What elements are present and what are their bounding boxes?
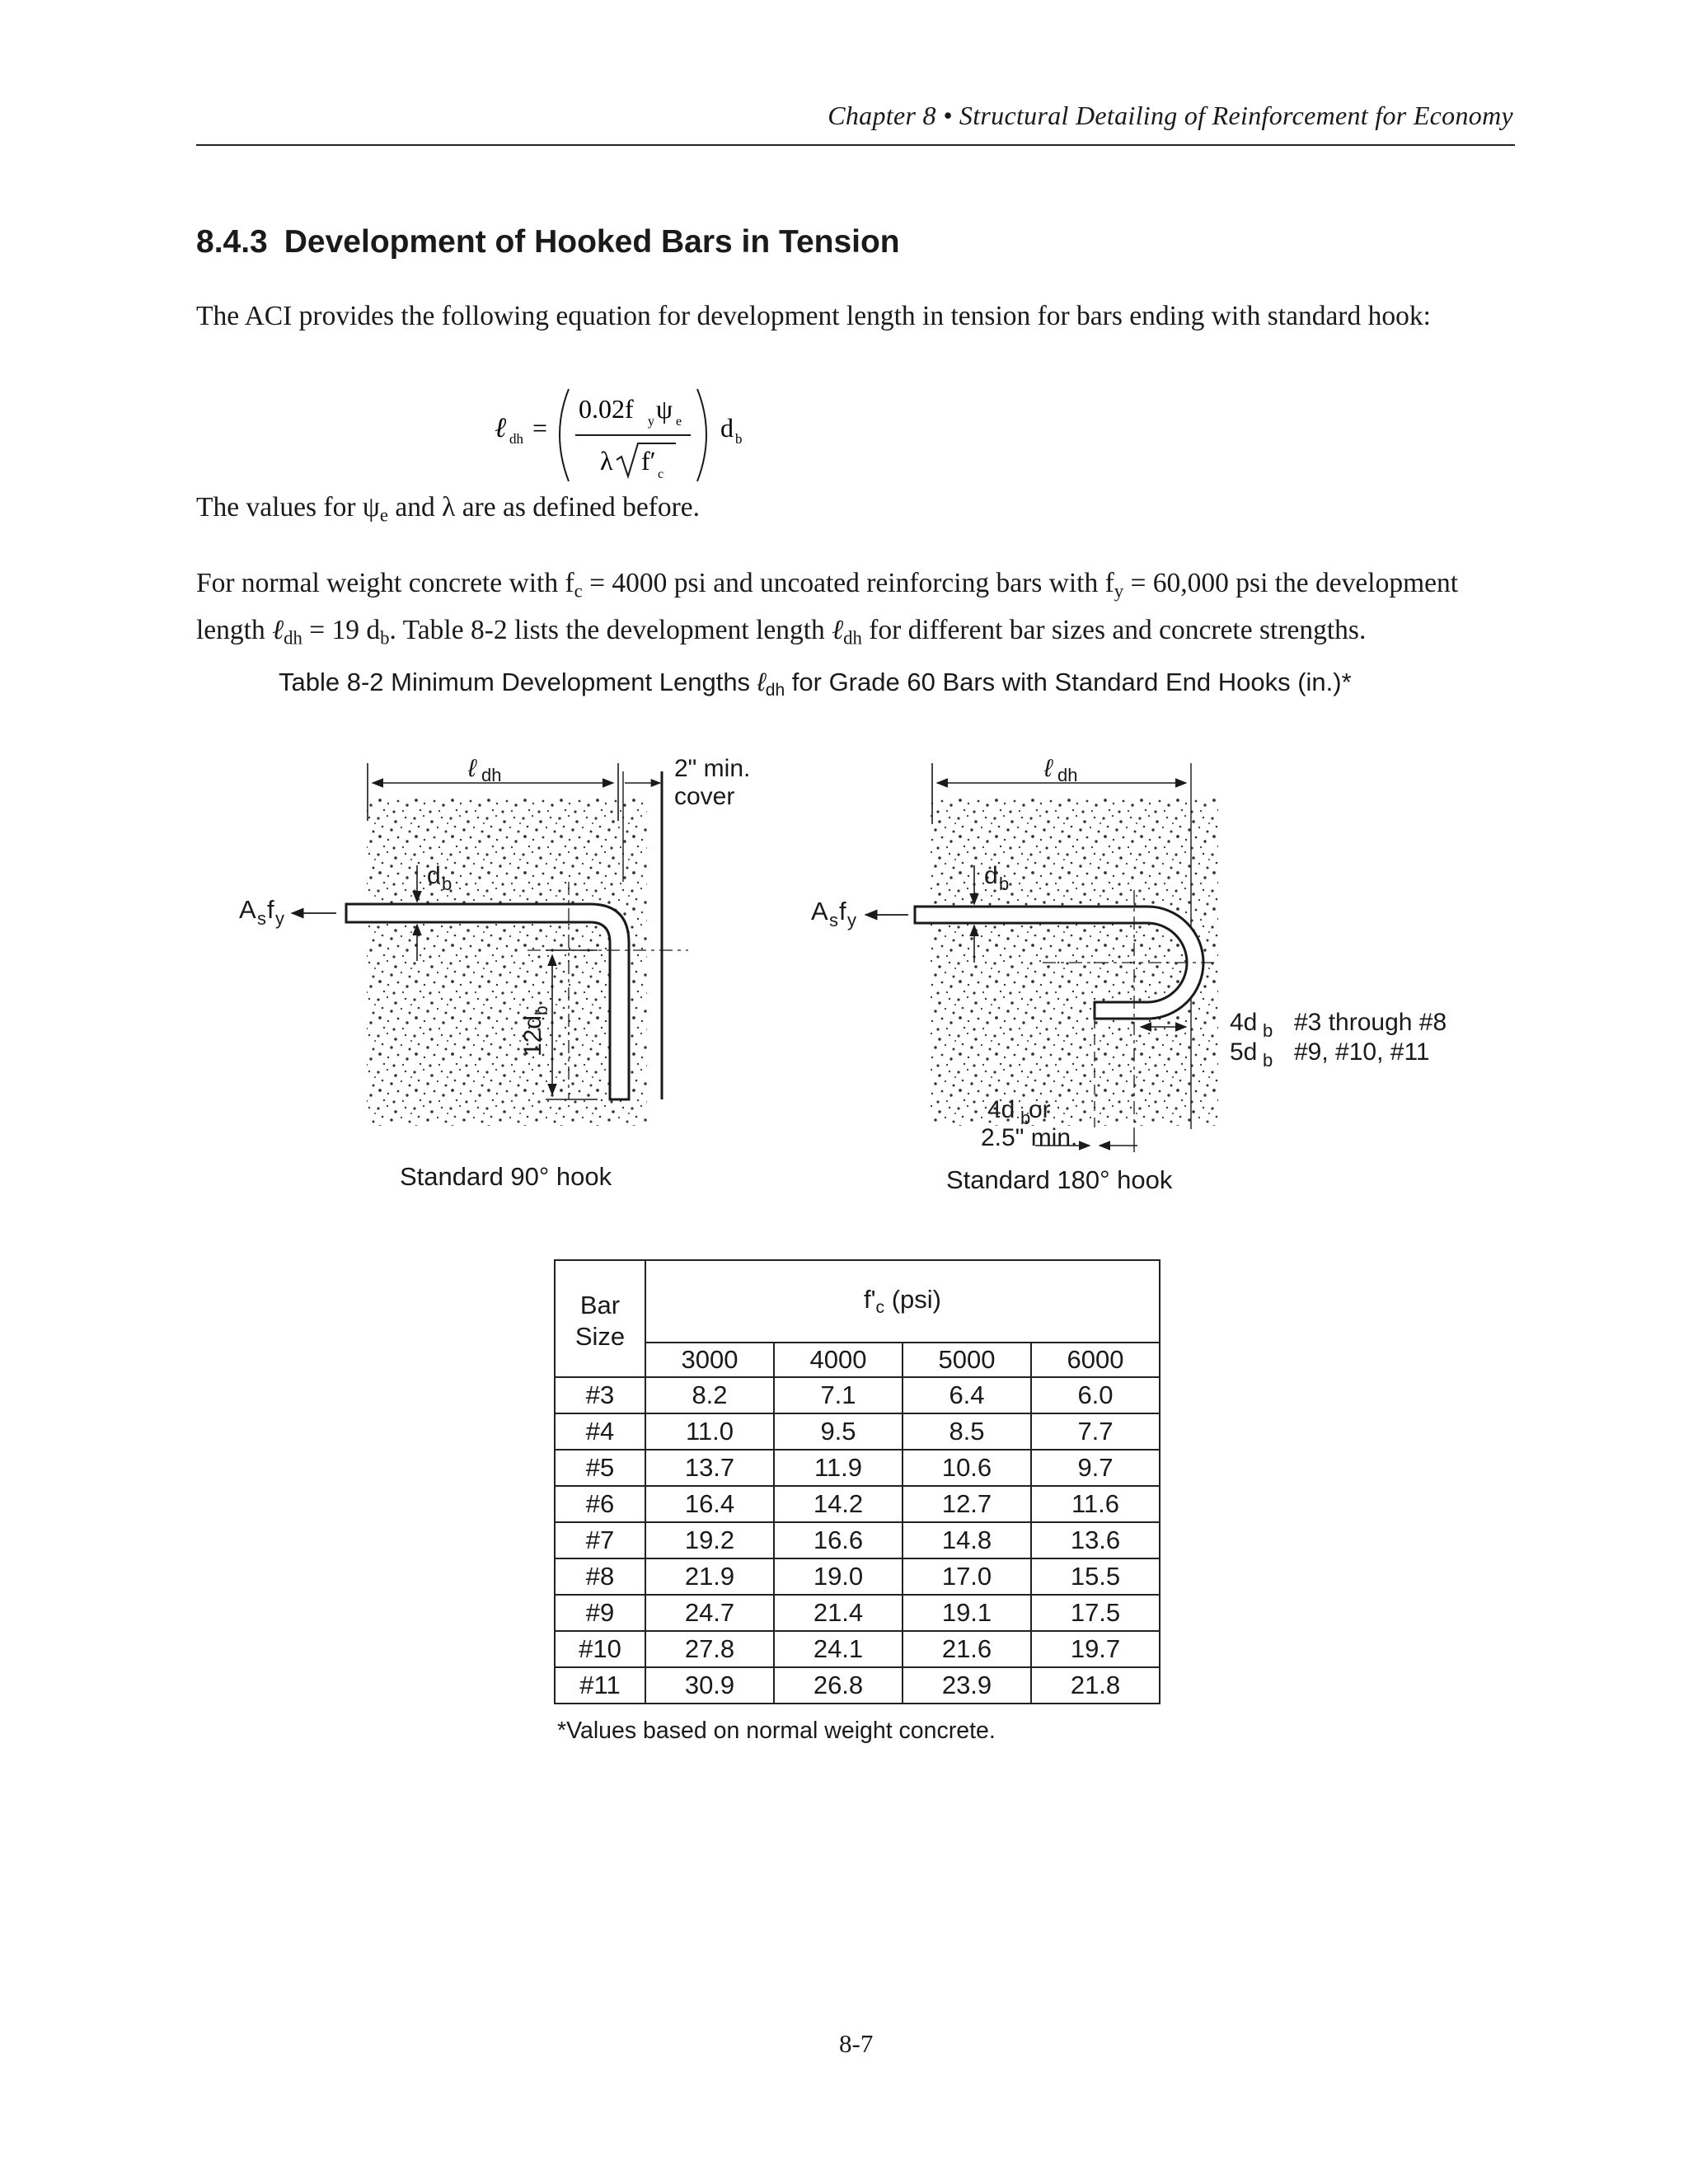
hook-180-dim2-sub: b — [1263, 1050, 1273, 1071]
table-row — [555, 1377, 1160, 1413]
hook-90-db-sub: b — [442, 874, 452, 894]
hook-180-asfy-f: f — [839, 897, 846, 926]
eq-denominator-lambda: λ — [600, 446, 613, 476]
bar-size-cell: #3 — [555, 1377, 645, 1413]
table-cell: 24.1 — [774, 1631, 903, 1667]
eq-right-paren — [697, 389, 706, 481]
eq-denominator-sub-c: c — [658, 467, 664, 481]
hook-90-cover-line2: cover — [674, 783, 735, 810]
hook-180-figure — [811, 755, 1447, 1194]
normal-weight-paragraph — [196, 564, 1519, 658]
hook-180-ldh-sub: dh — [1057, 765, 1078, 785]
bar-size-cell: #5 — [555, 1450, 645, 1486]
hook-90-ldh-sub: dh — [481, 765, 502, 785]
table-cell: 13.6 — [1031, 1522, 1160, 1558]
hook-180-asfy-s: s — [829, 910, 838, 930]
table-cell: 16.4 — [645, 1486, 774, 1522]
header-rule — [196, 144, 1515, 146]
table-cell: 16.6 — [774, 1522, 903, 1558]
table-cell: 17.5 — [1031, 1595, 1160, 1631]
hook-90-asfy-s: s — [257, 908, 266, 929]
table-row — [555, 1558, 1160, 1595]
bar-size-header: Bar Size — [555, 1260, 645, 1377]
hook-90-ldh-label: ℓ — [468, 755, 476, 782]
hook-90-asfy-y: y — [275, 908, 284, 929]
hook-180-asfy-y: y — [847, 910, 856, 930]
eq-numerator-sub-y: y — [648, 415, 654, 429]
hook-90-db-label: d — [427, 862, 441, 889]
eq-numerator: 0.02f — [579, 394, 634, 424]
hook-180-range1: #3 through #8 — [1294, 1009, 1447, 1036]
hook-180-dim1-sub: b — [1263, 1020, 1273, 1041]
section-number: 8.4.3 — [196, 224, 268, 260]
table-cell: 17.0 — [903, 1558, 1031, 1595]
table-row — [555, 1631, 1160, 1667]
eq-equals: = — [532, 413, 548, 443]
eq-trailing-d: d — [720, 413, 734, 443]
table-caption: Table 8-2 Minimum Development Lengths ℓ$_{dh}$ for Grade 60 Bars with Standard End Hooks (in.)* — [279, 668, 1352, 700]
hook-180-ext-line1-sub: b — [1020, 1108, 1031, 1128]
bar-size-cell: #8 — [555, 1558, 645, 1595]
eq-numerator-sub-e: e — [676, 415, 682, 429]
table-row — [555, 1486, 1160, 1522]
table-cell: 14.2 — [774, 1486, 903, 1522]
hook-180-ext-line1-b: or — [1029, 1096, 1051, 1123]
table-cell: 6.4 — [903, 1377, 1031, 1413]
column-header: 5000 — [903, 1343, 1031, 1377]
hook-180-ext-line2: 2.5" min. — [981, 1124, 1078, 1151]
hook-180-ext-line1-a: 4d — [987, 1096, 1015, 1123]
table-cell: 23.9 — [903, 1667, 1031, 1704]
hook-90-figure — [239, 755, 750, 1191]
section-title — [196, 224, 900, 260]
intro-paragraph: The ACI provides the following equation for development length in tension for bars ending with standard hook: — [196, 301, 1431, 331]
table-row — [555, 1450, 1160, 1486]
table-cell: 7.1 — [774, 1377, 903, 1413]
table-footnote: *Values based on normal weight concrete. — [557, 1718, 996, 1744]
table-row — [555, 1595, 1160, 1631]
table-cell: 19.0 — [774, 1558, 903, 1595]
hook-180-db-sub: b — [999, 874, 1010, 894]
table-cell: 27.8 — [645, 1631, 774, 1667]
table-cell: 11.9 — [774, 1450, 903, 1486]
normal-weight-line-1: For normal weight concrete with $f_c = 4000$ psi and uncoated reinforcing bars with $f_y = 60,000$ psi the development — [196, 568, 1459, 602]
table-cell: 8.2 — [645, 1377, 774, 1413]
column-header: 4000 — [774, 1343, 903, 1377]
table-cell: 13.7 — [645, 1450, 774, 1486]
page-number: 8-7 — [839, 2029, 874, 2058]
column-header: 6000 — [1031, 1343, 1160, 1377]
values-defined-paragraph: The values for $\psi_e$ and λ are as defined before. — [196, 492, 700, 526]
table-cell: 10.6 — [903, 1450, 1031, 1486]
hook-180-dim2: 5d — [1230, 1038, 1258, 1066]
bar-size-cell: #7 — [555, 1522, 645, 1558]
eq-lhs: ℓ — [495, 413, 507, 443]
table-cell: 24.7 — [645, 1595, 774, 1631]
hook-180-dim1: 4d — [1230, 1009, 1258, 1036]
bar-size-cell: #10 — [555, 1631, 645, 1667]
table-cell: 21.9 — [645, 1558, 774, 1595]
table-row — [555, 1413, 1160, 1450]
hook-180-ldh-label: ℓ — [1044, 755, 1053, 782]
hook-90-asfy-a: A — [239, 895, 256, 924]
table-cell: 21.4 — [774, 1595, 903, 1631]
table-cell: 26.8 — [774, 1667, 903, 1704]
fc-header: $f'_c$ (psi) — [645, 1260, 1160, 1343]
hook-180-db-label: d — [984, 862, 998, 889]
table-cell: 21.8 — [1031, 1667, 1160, 1704]
hook-180-concrete — [930, 798, 1218, 1126]
development-length-equation — [493, 381, 765, 496]
eq-denominator-f: f′ — [641, 446, 656, 476]
hook-180-range2: #9, #10, #11 — [1294, 1038, 1430, 1066]
hook-90-bend-sub: b — [532, 1005, 551, 1015]
table-cell: 19.1 — [903, 1595, 1031, 1631]
table-cell: 11.6 — [1031, 1486, 1160, 1522]
eq-lhs-sub: dh — [509, 431, 523, 447]
eq-left-paren — [560, 389, 569, 481]
table-cell: 19.7 — [1031, 1631, 1160, 1667]
table-cell: 12.7 — [903, 1486, 1031, 1522]
table-cell: 19.2 — [645, 1522, 774, 1558]
table-cell: 8.5 — [903, 1413, 1031, 1450]
hook-180-caption: Standard 180° hook — [946, 1165, 1173, 1194]
table-cell: 9.5 — [774, 1413, 903, 1450]
table-row — [555, 1522, 1160, 1558]
strength-column-headers — [555, 1343, 1160, 1377]
hook-diagrams — [231, 742, 1484, 1203]
table-cell: 15.5 — [1031, 1558, 1160, 1595]
section-title-text: Development of Hooked Bars in Tension — [284, 224, 900, 260]
running-head: Chapter 8 • Structural Detailing of Reinforcement for Economy — [828, 101, 1513, 130]
table-cell: 6.0 — [1031, 1377, 1160, 1413]
table-row — [555, 1667, 1160, 1704]
normal-weight-line-2: length ℓ$_{dh}$ = 19 $d_b$. Table 8-2 lists the development length ℓ$_{dh}$ for different bar sizes and concrete strengths. — [196, 615, 1367, 649]
hook-90-bend-label: 12d — [519, 1015, 546, 1057]
bar-size-cell: #6 — [555, 1486, 645, 1522]
column-header: 3000 — [645, 1343, 774, 1377]
bar-size-cell: #4 — [555, 1413, 645, 1450]
table-header-row — [555, 1260, 1160, 1343]
development-length-table — [554, 1259, 1160, 1704]
bar-size-cell: #11 — [555, 1667, 645, 1704]
bar-size-cell: #9 — [555, 1595, 645, 1631]
table-cell: 11.0 — [645, 1413, 774, 1450]
table-cell: 21.6 — [903, 1631, 1031, 1667]
table-cell: 30.9 — [645, 1667, 774, 1704]
hook-180-asfy-a: A — [811, 897, 828, 926]
eq-numerator-psi: ψ — [656, 394, 673, 424]
hook-90-caption: Standard 90° hook — [400, 1162, 612, 1191]
hook-90-asfy-f: f — [267, 895, 274, 924]
hook-90-concrete — [367, 798, 647, 1126]
table-cell: 14.8 — [903, 1522, 1031, 1558]
table-cell: 9.7 — [1031, 1450, 1160, 1486]
table-cell: 7.7 — [1031, 1413, 1160, 1450]
hook-90-cover-line1: 2" min. — [674, 755, 751, 782]
eq-trailing-sub: b — [735, 431, 743, 447]
